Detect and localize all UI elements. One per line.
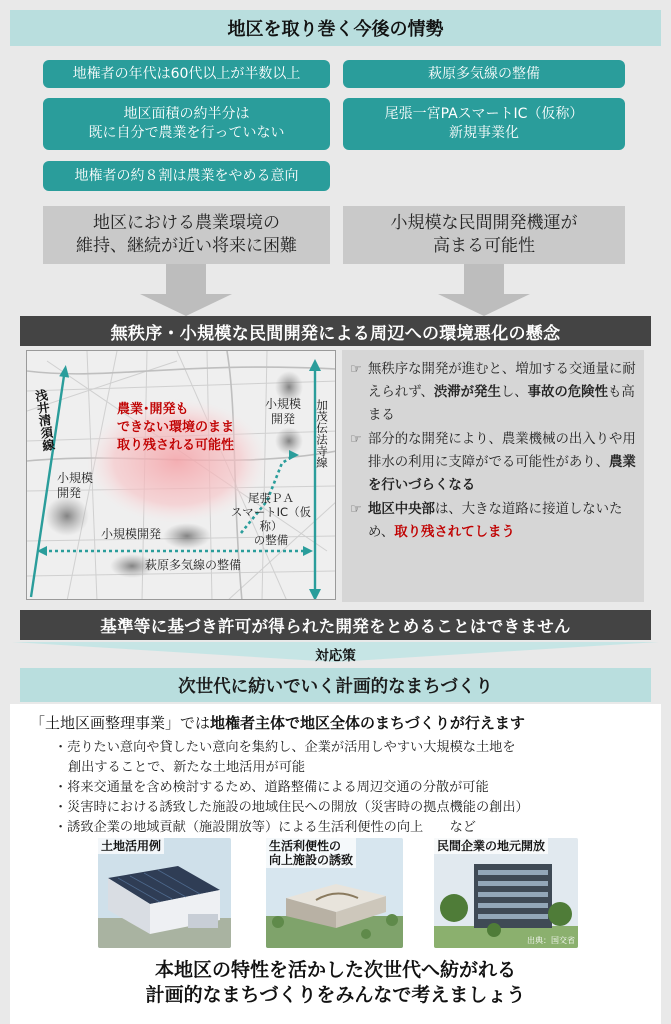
pointing-hand-icon: ☞ <box>350 502 362 517</box>
measures-label: 対応策 <box>315 648 356 664</box>
area-map <box>26 350 336 600</box>
map-hagiwara-label: 萩原多気線の整備 <box>145 558 242 572</box>
photo-label-land-use: 土地活用例 <box>98 838 164 854</box>
road-label-kamo-denpoji: 加茂伝法寺線 <box>315 399 329 468</box>
planning-header: 次世代に紡いでいく計画的なまちづくり <box>20 668 651 702</box>
pointing-hand-icon: ☞ <box>350 432 362 447</box>
conclusion-left: 地区における農業環境の 維持、継続が近い将来に困難 <box>43 206 330 264</box>
list-item-continuation: 創出することで、新たな土地活用が可能 <box>68 760 306 775</box>
photo-corporate-opening <box>434 838 578 948</box>
fact-smart-ic: 尾張一宮PAスマートIC（仮称） 新規事業化 <box>343 98 625 150</box>
photo-label-convenience: 生活利便性の 向上施設の誘致 <box>266 838 356 868</box>
lead-statement: 「土地区画整理事業」では地権者主体で地区全体のまちづくりが行えます <box>30 714 525 732</box>
page-title: 地区を取り巻く今後の情勢 <box>10 10 661 46</box>
map-small-dev-top: 小規模 開発 <box>265 397 302 426</box>
photo-land-use <box>98 838 231 948</box>
photo-label-corporate: 民間企業の地元開放 <box>434 838 548 854</box>
map-ic-label: 尾張ＰＡ スマートIC（仮称） の整備 <box>230 491 312 547</box>
concern-bar: 無秩序・小規模な民間開発による周辺への環境悪化の懸念 <box>20 316 651 346</box>
list-item: ・売りたい意向や貸したい意向を集約し、企業が活用しやすい大規模な土地を <box>54 740 516 755</box>
concerns-panel <box>342 350 644 602</box>
list-item: ・災害時における誘致した施設の地域住民への開放（災害時の拠点機能の創出） <box>54 800 529 815</box>
arrow-right-shaft <box>464 264 504 294</box>
map-small-dev-left: 小規模 開発 <box>57 471 94 500</box>
office-image <box>434 838 578 948</box>
down-arrow-icon <box>140 294 232 316</box>
concern-item-center: ☞ 地区中央部は、大きな道路に接道しないため、取り残されてしまう <box>350 498 636 544</box>
photo-source: 出典：国交省 <box>527 936 575 945</box>
list-item: ・将来交通量を含め検討するため、道路整備による周辺交通の分散が可能 <box>54 780 489 795</box>
fact-landowner-age: 地権者の年代は60代以上が半数以上 <box>43 60 330 88</box>
concern-item-traffic: ☞ 無秩序な開発が進むと、増加する交通量に耐えられず、渋滞が発生し、事故の危険性も高まる <box>350 358 636 427</box>
permit-bar: 基準等に基づき許可が得られた開発をとめることはできません <box>20 610 651 640</box>
pointing-hand-icon: ☞ <box>350 362 362 377</box>
photo-convenience <box>266 838 403 948</box>
benefit-list <box>54 738 644 838</box>
road-label-asai-kiyosu: 浅井清須線 <box>32 388 57 453</box>
map-small-dev-bottom: 小規模開発 <box>101 527 162 541</box>
closing-message: 本地区の特性を活かした次世代へ紡がれる 計画的なまちづくりをみんなで考えましょう <box>145 959 526 1006</box>
list-item: ・誘致企業の地域貢献（施設開放等）による生活利便性の向上 など <box>54 820 476 835</box>
map-center-note: 農業･開発も できない環境のまま 取り残される可能性 <box>117 402 235 453</box>
concern-item-farming: ☞ 部分的な開発により、農業機械の出入りや用排水の利用に支障がでる可能性があり、農業を行いづらくなる <box>350 428 636 497</box>
fact-farm-area: 地区面積の約半分は 既に自分で農業を行っていない <box>43 98 330 150</box>
arrow-left-shaft <box>166 264 206 294</box>
factory-image <box>98 838 231 948</box>
conclusion-right: 小規模な民間開発機運が 高まる可能性 <box>343 206 625 264</box>
fact-hagiwara-road: 萩原多気線の整備 <box>343 60 625 88</box>
down-arrow-icon <box>438 294 530 316</box>
fact-quit-farming: 地権者の約８割は農業をやめる意向 <box>43 161 330 191</box>
